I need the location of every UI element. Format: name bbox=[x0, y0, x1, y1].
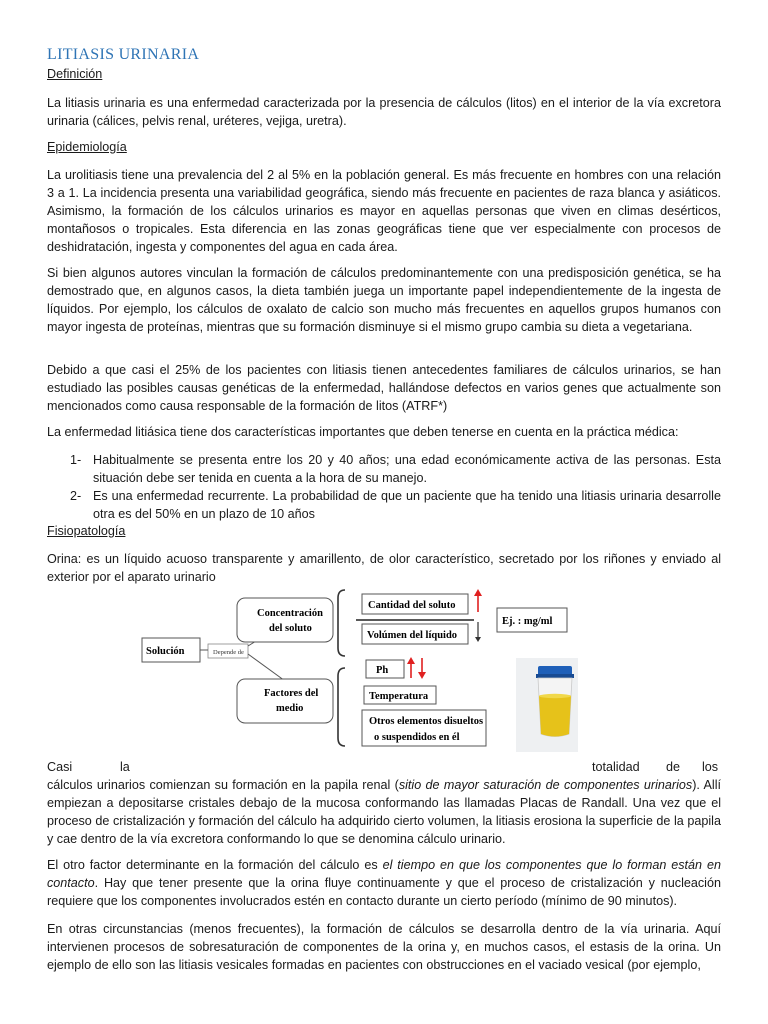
paragraph-epidemiologia-3: Debido a que casi el 25% de los pacientes con litiasis tienen antecedentes familiares de cálculos urinarios, se han estudiado las posibles causas genéticas de la enfermedad, hallándose defectos en varios genes que actualmente son mencionados como causa responsable de la formación de litos (ATRF*) bbox=[47, 363, 721, 413]
paragraph-definicion: La litiasis urinaria es una enfermedad caracterizada por la presencia de cálculos (litos) en el interior de la vía excretora urinaria (cálices, pelvis renal, uréteres, vejiga, uretra). bbox=[47, 96, 721, 128]
section-heading-fisiopatologia: Fisiopatología bbox=[47, 524, 126, 538]
depende-label: Depende de bbox=[213, 649, 244, 656]
concentracion-box bbox=[237, 598, 333, 642]
list-item: Es una enfermedad recurrente. La probabilidad de que un paciente que ha tenido una litiasis urinaria desarrolle otra es del 50% en un plazo de 10 años bbox=[93, 489, 721, 521]
text-run: cálculos urinarios comienzan su formación en la papila renal ( bbox=[47, 778, 399, 792]
word: totalidad bbox=[592, 760, 640, 774]
paragraph-papila bbox=[47, 776, 721, 848]
ph-label: Ph bbox=[376, 665, 389, 676]
paragraph-epidemiologia-2: Si bien algunos autores vinculan la formación de cálculos predominantemente con una predisposición genética, se ha demostrado que, en algunos casos, la dieta también juega un importante papel independientemente de la ingesta de líquidos. Por ejemplo, los cálculos de oxalato de calcio son mucho más frecuentes en aquellos grupos humanos con mayor ingesta de proteínas, mientras que su formación disminuye si el mismo grupo cambia su dieta a vegetariana. bbox=[47, 266, 721, 334]
otros-label-1: Otros elementos disueltos bbox=[369, 716, 484, 727]
concentracion-label-1: Concentración bbox=[257, 608, 323, 619]
page-title: LITIASIS URINARIA bbox=[47, 46, 200, 63]
word: los bbox=[702, 760, 719, 774]
otros-label-2: o suspendidos en él bbox=[374, 732, 460, 743]
emphasis: el tiempo en que los componentes que lo forman están en contacto bbox=[47, 858, 721, 890]
paragraph-epidemiologia-1: La urolitiasis tiene una prevalencia del 2 al 5% en la población general. Es más frecuente en hombres con una relación 3 a 1. La incidencia presenta una variabilidad geográfica, siendo más frecuente en pacientes de raza blanca y asiáticos. Asimismo, la formación de los cálculos urinarios es mayor en aquellas personas que viven en climas desérticos, montañosos o tropicales. Esta diferencia en las zonas geográficas tiene que ver especialmente con procesos de deshidratación, ingesta y componentes del agua en cada área. bbox=[47, 168, 721, 254]
volumen-label: Volúmen del líquido bbox=[367, 630, 458, 641]
section-heading-definicion: Definición bbox=[47, 67, 103, 81]
factores-label-2: medio bbox=[276, 703, 304, 714]
paragraph-otras: En otras circunstancias (menos frecuentes), la formación de cálculos se desarrolla dentro de la vía urinaria. Aquí intervienen procesos de sobresaturación de componentes de la orina y, en muchos casos, el estasis de la orina. Un ejemplo de ello son las litiasis vesicales formadas en pacientes con obstrucciones en el vaciado vesical (por ejemplo, bbox=[47, 922, 721, 972]
list-item: Habitualmente se presenta entre los 20 y 40 años; una edad económicamente activa de las personas. Esta situación debe ser tenida en cuenta a la hora de su manejo. bbox=[93, 453, 721, 485]
factores-label-1: Factores del bbox=[264, 688, 319, 699]
word: Casi bbox=[47, 760, 73, 774]
temperatura-label: Temperatura bbox=[369, 691, 429, 702]
text-run: El otro factor determinante en la formación del cálculo es bbox=[47, 858, 383, 872]
paragraph-tiempo bbox=[47, 856, 721, 910]
word: de bbox=[666, 760, 681, 774]
solution-diagram bbox=[140, 584, 630, 754]
section-heading-epidemiologia: Epidemiología bbox=[47, 140, 127, 154]
paragraph-epidemiologia-4: La enfermedad litiásica tiene dos características importantes que deben tenerse en cuenta en la práctica médica: bbox=[47, 425, 679, 439]
factores-box bbox=[237, 679, 333, 723]
unidad-label: Ej. : mg/ml bbox=[502, 616, 553, 627]
urine-cup-icon bbox=[516, 658, 578, 752]
list-item-number: 2- bbox=[70, 489, 82, 503]
list-item-number: 1- bbox=[70, 453, 82, 467]
text-run: ). Allí empiezan a depositarse cristales debajo de la mucosa conformando las llamadas Placas de Randall. Una vez que el proceso de cristalización y formación del cálculo ha adquirido cierto volumen, la litiasis erosiona la superficie de la papila y cae dentro de la vía excretora conformando lo que se denomina cálculo urinario. bbox=[47, 778, 722, 846]
text-run: . Hay que tener presente que la orina fluye continuamente y que el proceso de cristalización y nucleación requiere que los componentes involucrados estén en contacto durante un cierto período (mínimo de 90 minutos). bbox=[47, 876, 721, 908]
cantidad-label: Cantidad del soluto bbox=[368, 600, 456, 611]
paragraph-orina: Orina: es un líquido acuoso transparente y amarillento, de olor característico, secretado por los riñones y enviado al exterior por el aparato urinario bbox=[47, 552, 721, 584]
word: la bbox=[120, 760, 130, 774]
solucion-label: Solución bbox=[146, 646, 185, 657]
emphasis: sitio de mayor saturación de componentes urinarios bbox=[398, 778, 693, 792]
concentracion-label-2: del soluto bbox=[269, 623, 312, 634]
diagram-figure bbox=[140, 584, 630, 754]
